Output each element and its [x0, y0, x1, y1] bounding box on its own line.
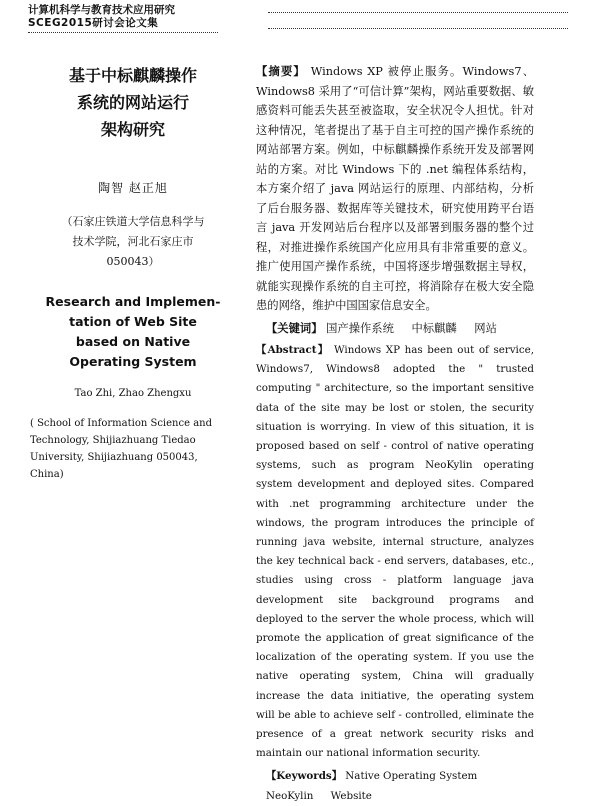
header-divider [268, 28, 568, 29]
affiliation-line: （石家庄铁道大学信息科学与 [61, 215, 205, 228]
keyword: 网站 [474, 321, 497, 335]
english-title [28, 292, 238, 372]
keyword: Website [330, 789, 372, 802]
title-column [28, 60, 238, 483]
english-keywords [256, 767, 534, 805]
abstract-text: Windows XP has been out of service, Windows7, Windows8 adopted the " trusted computing " architecture, so the important sensitive data of the site may be lost or stolen, the security situation is worrying. In view of this situation, it is proposed based on self - control of native operating systems, such as program NeoKylin operating system development and deployed sites. Compared with .net programming architecture under the windows, the program introduces the principle of running java website, internal structure, analyzes the key technical back - end servers, databases, etc., studies using cross - platform language java development site background programs and deployed to the server the whole process, which will promote the application of great significance of the localization of the operating system. If you use the native operating system, China will gradually increase the data initiative, the operating system will be able to achieve self - controlled, eliminate the presence of a great network security risks and maintain our national information security. [256, 344, 534, 760]
english-abstract [256, 341, 534, 763]
keywords-label: 【关键词】 [266, 320, 323, 335]
journal-header [28, 4, 278, 30]
abstract-column [256, 62, 534, 806]
abstract-label: 【Abstract】 [256, 344, 330, 356]
abstract-label: 【摘要】 [256, 64, 306, 78]
keywords-label: 【Keywords】 [266, 770, 343, 783]
affiliation-line: China) [30, 469, 64, 480]
chinese-abstract [256, 62, 534, 316]
header-divider [28, 32, 218, 33]
english-affiliation [28, 415, 238, 483]
keyword: NeoKylin [266, 789, 314, 802]
affiliation-line: University, Shijiazhuang 050043, [30, 452, 198, 463]
affiliation-line: 050043） [106, 255, 160, 268]
affiliation-line: ( School of Information Science and [30, 418, 212, 429]
chinese-keywords [256, 319, 534, 339]
english-title-line: Research and Implemen- [45, 294, 221, 309]
chinese-title-line: 系统的网站运行 [76, 93, 189, 112]
chinese-title-line: 基于中标麒麟操作 [68, 66, 197, 85]
chinese-affiliation [28, 212, 238, 272]
english-authors: Tao Zhi, Zhao Zhengxu [74, 388, 192, 399]
english-title-line: tation of Web Site [69, 314, 197, 329]
affiliation-line: Technology, Shijiazhuang Tiedao [30, 435, 196, 446]
header-divider [268, 12, 568, 13]
keyword: 国产操作系统 [326, 321, 394, 335]
chinese-authors: 陶智 赵正旭 [98, 181, 168, 195]
journal-subtitle: SCEG2015研讨会论文集 [28, 17, 159, 29]
affiliation-line: 技术学院，河北石家庄市 [72, 235, 194, 248]
keyword: Native Operating System [345, 770, 478, 783]
abstract-text: Windows XP 被停止服务。Windows7、Windows8 采用了“可信计算”架构，网站重要数据、敏感资料可能丢失甚至被盗取，安全状况令人担忧。针对这种情况，笔者提出了基于自主可控的国产操作系统的网站部署方案。例如，中标麒麟操作系统开发及部署网站的方案。对比 Windows 下的 .net 编程体系结构，本方案介绍了 java 网站运行的原理、内部结构，分析了后台服务器、数据库等关键技术，研究使用跨平台语言 java 开发网站后台程序以及部署到服务器的整个过程，对推进操作系统国产化应用具有非常重要的意义。推广使用国产操作系统，中国将逐步增强数据主导权，就能实现操作系统的自主可控，将消除存在极大安全隐患的网络，维护中国国家信息安全。 [256, 65, 534, 312]
english-title-line: Operating System [69, 354, 197, 369]
english-title-line: based on Native [75, 334, 191, 349]
chinese-title [28, 62, 238, 143]
keyword: 中标麒麟 [411, 321, 457, 335]
chinese-title-line: 架构研究 [100, 120, 165, 139]
journal-title: 计算机科学与教育技术应用研究 [28, 4, 175, 16]
